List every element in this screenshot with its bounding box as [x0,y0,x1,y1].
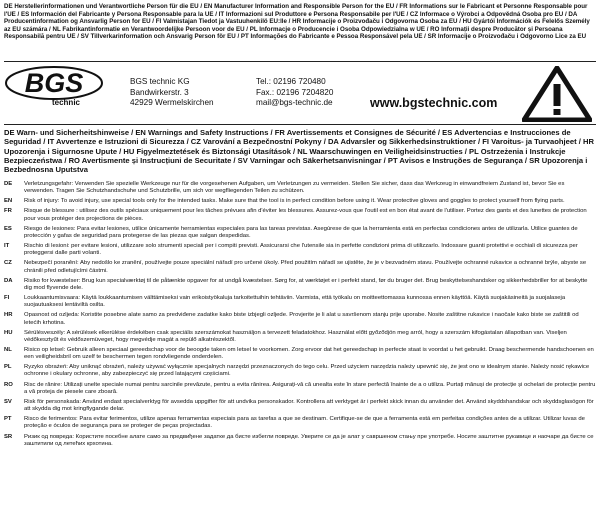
instruction-fi [4,295,596,309]
language-code: ES [4,225,12,232]
instruction-es [4,226,596,240]
safety-heading: DE Warn- und Sicherheitshinweise / EN Warnings and Safety Instructions / FR Avertissements et Consignes de Sécurité / ES Advertencias e Instrucciones de Seguridad / IT Avvertenze e Istruzioni di Sicurezza / CZ Varování a Bezpečnostní Pokyny / DA Advarsler og Sikkerhedsinstruktioner / FI Varoitus- ja Turvaohjeet / HR Upozorenja i Sigurnosne Upute / HU Figyelmeztetések és Biztonsági Utasítások / NL Waarschuwingen en Veiligheidsinstructies / PL Ostrzeżenia i Instrukcje Bezpieczeństwa / RO Avertismente și Instrucțiuni de Securitate / SV Varningar och Säkerhetsanvisningar / PT Avisos e Instruções de Segurança / SR Upozorenja i Bezbednosna Uputstva [4,128,594,175]
company-contact [256,77,333,109]
language-code: RO [4,381,13,388]
instruction-text: Opasnost od ozljeda: Koristite posebne alate samo za predviđene zadatke kako biste izbjegli ozljede. Provjerite je li alat u savršenom stanju prije uporabe. Nosite zaštitne rukavice i naočale kako biste se zaštitili od letećih krhotina. [24,312,579,326]
language-code: HR [4,312,13,319]
language-code: DE [4,181,13,187]
instruction-da [4,278,596,292]
language-code: PT [4,416,12,423]
instruction-text: Risiko for kvæstelser: Brug kun specialværktøj til de påtænkte opgaver for at undgå kvæstelser. Sørg for, at værktøjet er i perfekt stand, før du bruger det. Brug beskyttelseshandsker og sikkerhedsbriller for at beskytte dig mod flyvende dele. [24,277,588,291]
instruction-en [4,198,596,205]
language-code: CZ [4,260,12,267]
instruction-text: Loukkaantumisvaara: Käytä loukkaantumisen välttämiseksi vain erikoistyökaluja tarkoitettuihin tehtäviin. Varmista, että työkalu on moitteettomassa kunnossa ennen käyttöä. Käytä suojakäsineitä ja suojalaseja suojautuaksesi lentäviltä osilta. [24,295,566,309]
bgs-logo [4,63,104,107]
instruction-pt [4,416,596,430]
company-city: 42929 Wermelskirchen [130,98,214,107]
instruction-text: Sérülésveszély: A sérülések elkerülése érdekében csak speciális szerszámokat használjon a tervezett feladatokhoz. Használat előtt győződjön meg arról, hogy a szerszám kifogástalan állapotban van. Viseljen védőkesztyűt és védőszemüveget, hogy megvédje magát a repülő alkatrészektől. [24,329,567,343]
instruction-sr [4,434,596,448]
language-code: PL [4,364,12,371]
language-code: FR [4,208,12,215]
divider [4,61,596,62]
instruction-text: Ризик од повреда: Користите посебне алате само за предвиђене задатке да бисте избегли повреде. Уверите се да је алат у савршеном стању пре употребе. Носите заштитне рукавице и наочаре да бисте се заштитили од летећих крхотина. [24,433,594,447]
safety-instructions-list [4,181,596,451]
instruction-de [4,181,596,195]
divider [4,124,596,125]
language-code: DA [4,277,13,284]
instruction-it [4,243,596,257]
instruction-hr [4,312,596,326]
instruction-sv [4,399,596,413]
manufacturer-info-heading: DE Herstellerinformationen und Verantwortliche Person für die EU / EN Manufacturer Information and Responsible Person for the EU / FR Informations sur le Fabricant et Personne Responsable pour l'UE / ES Información del Fabricante y Persona Responsable para la UE / IT Informazioni sul Produttore e Persona Responsabile per l'UE / CZ Informace o Výrobci a Odpovědná Osoba pro EU / DA Producentinformation og Ansvarlig Person for EU / FI Valmistajan Tiedot ja Vastuuhenkilö EU:lle / HR Informacije o Proizvođaču i Odgovorna Osoba za EU / HU Gyártói Információk és Felelős Személy az EU számára / NL Fabrikantinformatie en Verantwoordelijke Persoon voor de EU / PL Informacje o Producencie i Osoba Odpowiedzialna w UE / RO Informații despre Producător și Persoana Responsabilă pentru UE / SV Tillverkarinformation och Ansvarig Person för EU / PT Informações do Fabricante e Pessoa Responsável pela UE / SR Informacije o Proizvođaču i Odgovorno Lice za EU [4,3,590,41]
instruction-text: Risico op letsel: Gebruik alleen speciaal gereedschap voor de beoogde taken om letsel te voorkomen. Zorg ervoor dat het gereedschap in perfecte staat is voordat u het gebruikt. Draag beschermende handschoenen en een veiligheidsbril om uzelf te beschermen tegen rondvliegende onderdelen. [24,346,594,361]
instruction-text: Rischio di lesioni: per evitare lesioni, utilizzare solo strumenti speciali per i compiti previsti. Assicurarsi che l'utensile sia in perfette condizioni prima di utilizzarlo. Indossare guanti protettivi e occhiali di sicurezza per proteggersi dalle parti volanti. [24,243,578,257]
instruction-text: Riesgo de lesiones: Para evitar lesiones, utilice únicamente herramientas especiales para las tareas previstas. Asegúrese de que la herramienta está en perfectas condiciones antes de utilizarla. Utilice guantes de protección y gafas de seguridad para protegerse de las piezas que salgan despedidas. [24,225,578,239]
instruction-text: Risc de rănire: Utilizați unelte speciale numai pentru sarcinile prevăzute, pentru a evita rănirea. Asigurați-vă că unealta este în stare perfectă înainte de a o utiliza. Purtați mănuși de protecție și ochelari de protecție pentru a vă proteja de piesele care zboară. [24,381,596,395]
phone: Tel.: 02196 720480 [256,77,326,86]
company-address [130,77,214,109]
language-code: EN [4,198,13,205]
instruction-text: Ryzyko obrażeń: Aby uniknąć obrażeń, należy używać wyłącznie specjalnych narzędzi przeznaczonych do tego celu. Przed użyciem narzędzia należy upewnić się, że jest ono w idealnym stanie. Należy nosić rękawice ochronne i okulary ochronne, aby zabezpieczyć się przed latającymi częściami. [24,364,590,378]
email: mail@bgs-technic.de [256,98,333,107]
instruction-text: Risk för personskada: Använd endast specialverktyg för avsedda uppgifter för att undvika personskador. Kontrollera att verktyget är i perfekt skick innan du använder det. Använd skyddshandskar och skyddsglasögon för att skydda dig mot kringflygande delar. [24,398,594,413]
instruction-ro [4,382,596,396]
logo-text: BGS [24,68,84,98]
instruction-hu [4,330,596,344]
instruction-nl [4,347,596,361]
website[interactable]: www.bgstechnic.com [370,96,498,110]
instruction-text: Risco de ferimentos: Para evitar ferimentos, utilize apenas ferramentas especiais para as tarefas a que se destinam. Certifique-se de que a ferramenta está em perfeitas condições antes de a utilizar. Utilizar luvas de proteção e óculos de segurança para se proteger de peças projectadas. [24,416,585,430]
language-code: IT [4,243,10,250]
language-code: SV [4,398,12,405]
instruction-fr [4,208,596,222]
fax: Fax.: 02196 7204820 [256,87,334,97]
language-code: NL [4,346,12,353]
instruction-cz [4,260,596,274]
language-code: FI [4,295,10,302]
company-street: Bandwirkerstr. 3 [130,87,189,97]
instruction-text: Risque de blessure : utilisez des outils spéciaux uniquement pour les tâches prévues afin d'éviter les blessures. Assurez-vous que l'outil est en bon état avant de l'utiliser. Portez des gants et des lunettes de protection pour vous protéger des projections de pièces. [24,208,587,222]
instruction-text: Verletzungsgefahr: Verwenden Sie spezielle Werkzeuge nur für die vorgesehenen Aufgaben, um Verletzungen zu vermeiden. Stellen Sie sicher, dass das Werkzeug in einwandfreiem Zustand ist, bevor Sie es verwenden. Tragen Sie Schutzhandschuhe und Schutzbrille, um sich vor wegfliegenden Teilen zu schützen. [24,181,565,195]
instruction-text: Nebezpečí poranění: Aby nedošlo ke zranění, používejte pouze speciální nářadí pro určené úkoly. Před použitím nářadí se ujistěte, že je v bezvadném stavu. Používejte ochranné rukavice a ochranné brýle, abyste se chránili před odletujícími částmi. [24,260,587,274]
language-code: HU [4,329,13,336]
logo-subtext: technic [51,98,81,107]
language-code: SR [4,433,13,440]
company-name: BGS technic KG [130,77,190,86]
instruction-text: Risk of injury: To avoid injury, use special tools only for the intended tasks. Make sure that the tool is in perfect condition before using it. Wear protective gloves and goggles to protect yourself from flying parts. [24,198,565,205]
instruction-pl [4,364,596,378]
warning-icon [522,66,592,122]
